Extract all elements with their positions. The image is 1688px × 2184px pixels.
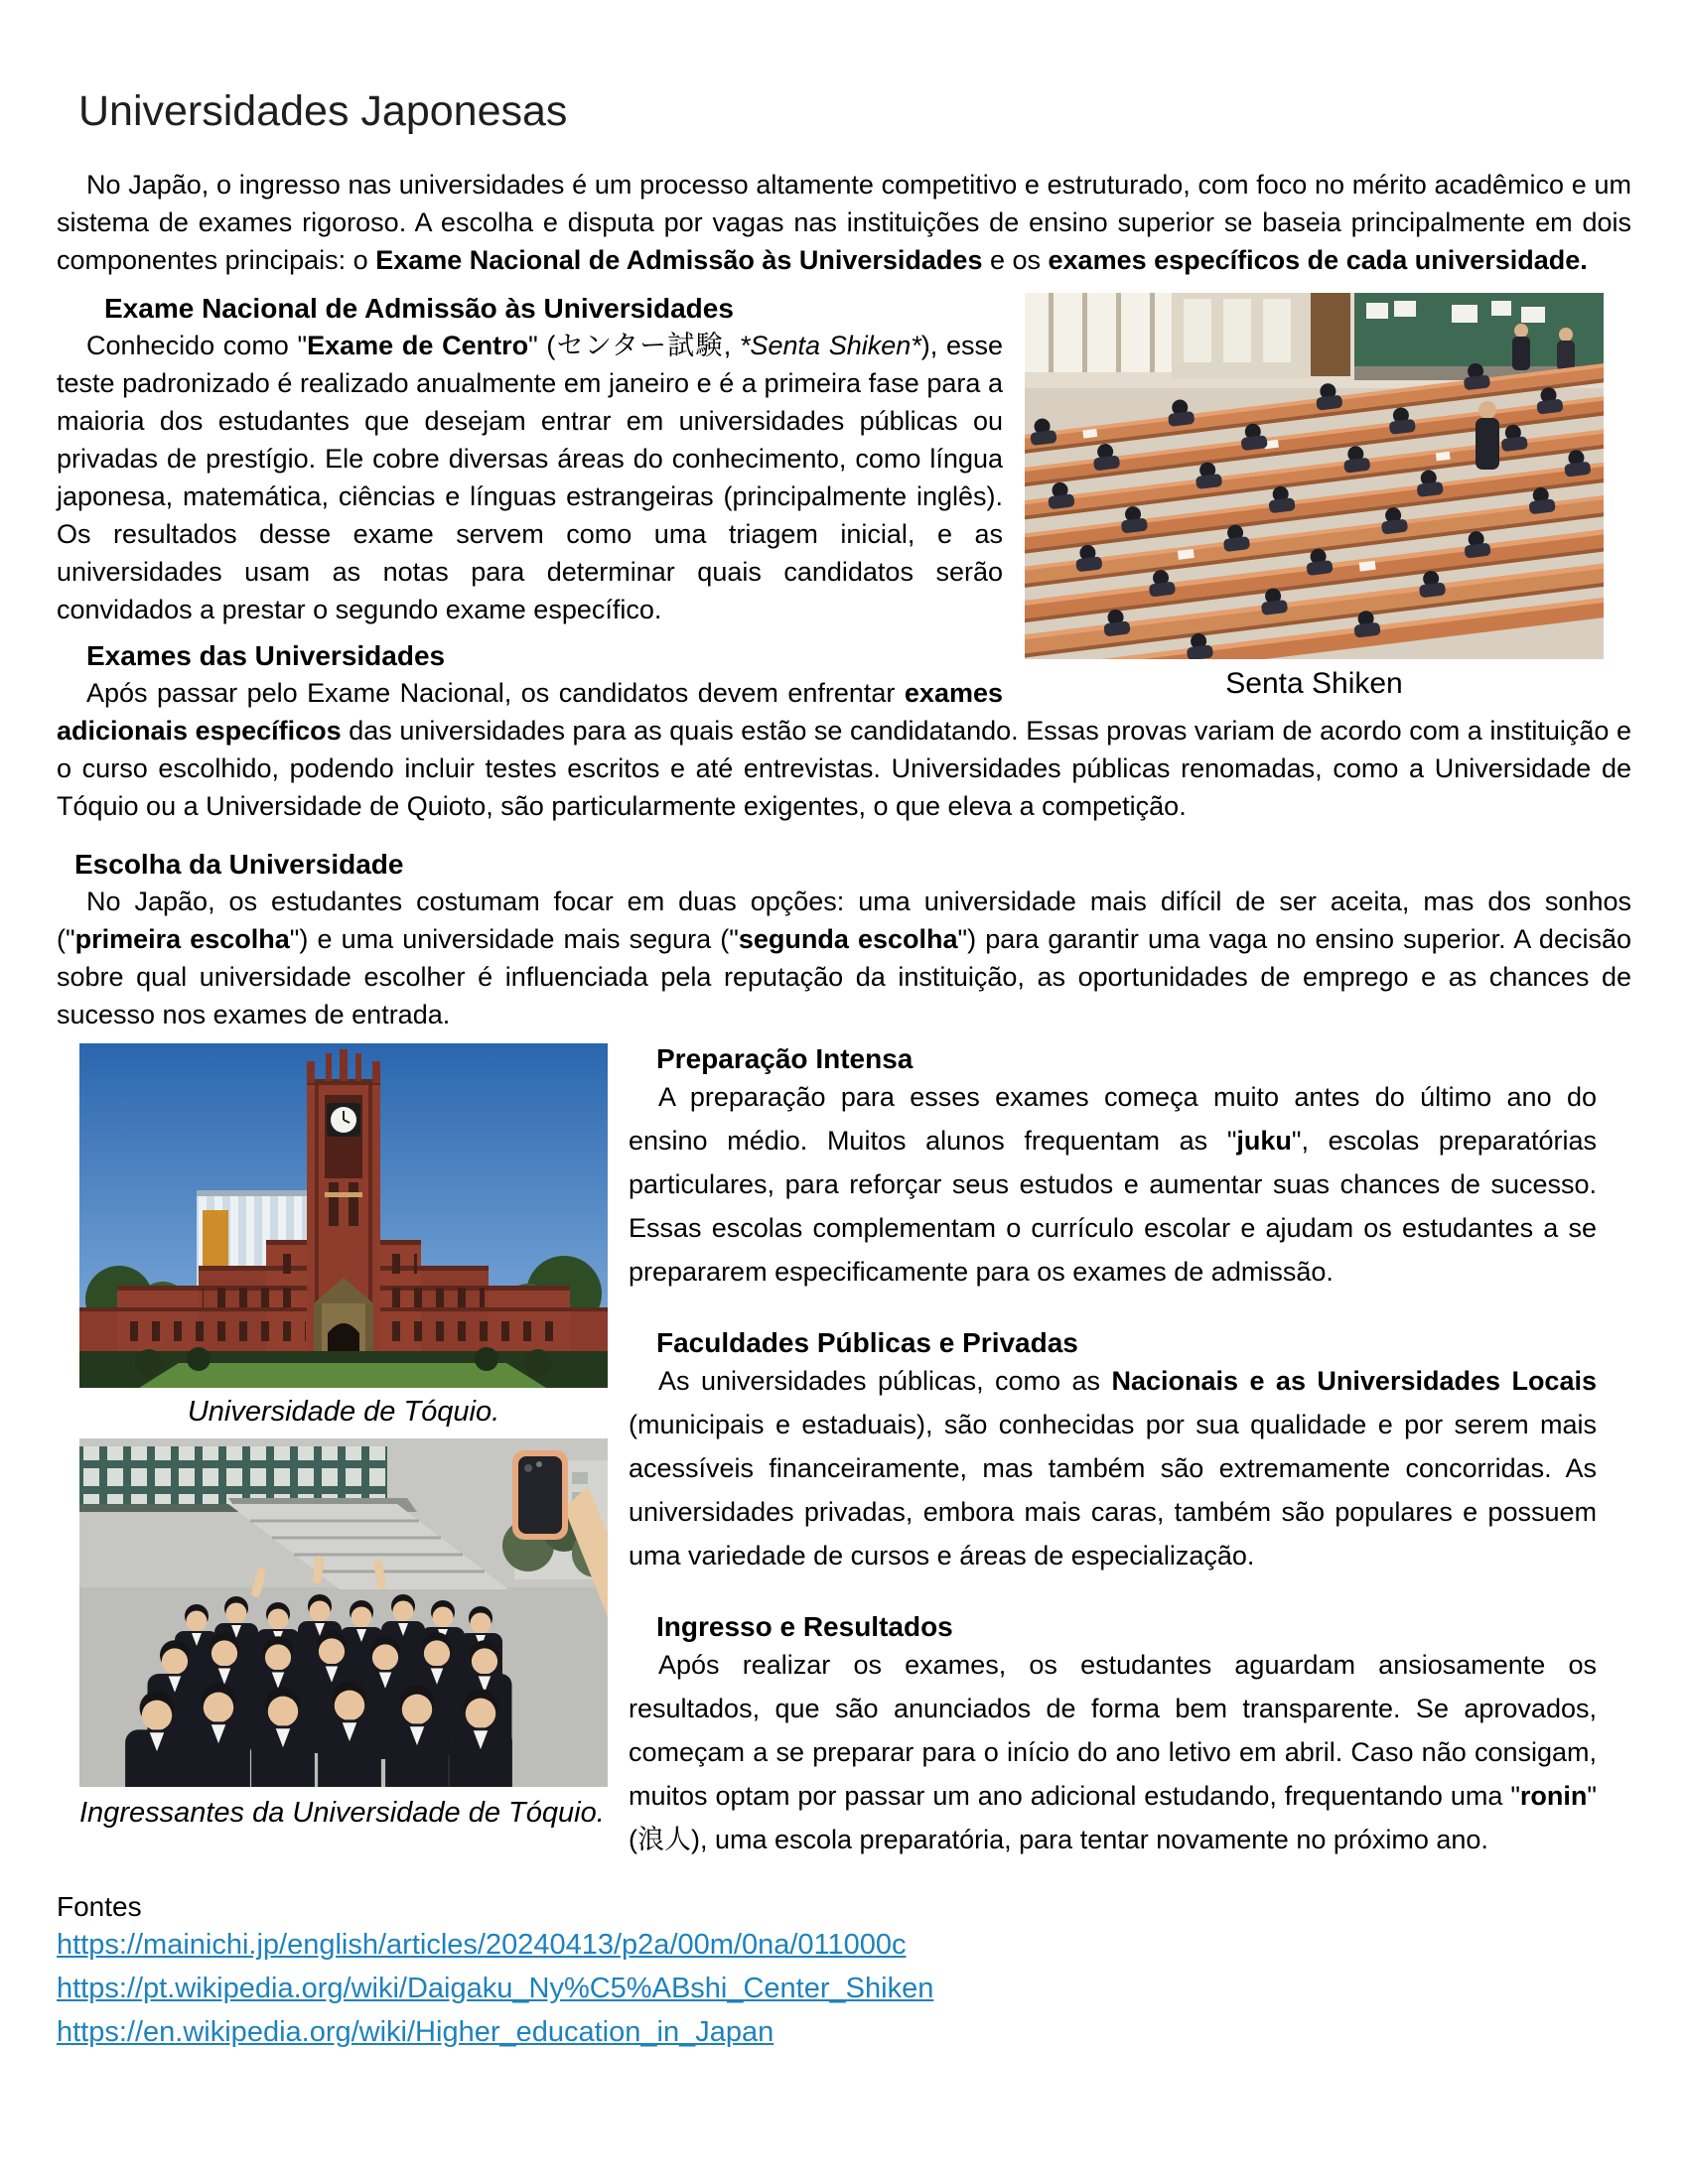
students-selfie-photo (79, 1438, 608, 1830)
source-link-mainichi[interactable]: https://mainichi.jp/english/articles/20240413/p2a/00m/0na/011000c (57, 1929, 907, 1961)
senta-shiken-caption: Senta Shiken (1225, 667, 1403, 700)
students-selfie-illustration (79, 1438, 608, 1787)
heading-preparacao: Preparação Intensa (656, 1043, 914, 1074)
heading-faculdades: Faculdades Públicas e Privadas (656, 1327, 1078, 1358)
paragraph-faculdades: As universidades públicas, como as Nacionais e as Universidades Locais (municipais e estaduais), são conhecidas por sua qualidade e por serem mais acessíveis financeiramente, mas também são extremamente concorridas. As universidades privadas, embora mais caras, também são populares e possuem uma variedade de cursos e áreas de especialização. (629, 1366, 1597, 1570)
section-ingresso (629, 1611, 1597, 1861)
left-image-column (57, 1043, 608, 1861)
source-link-enwikipedia[interactable]: https://en.wikipedia.org/wiki/Higher_education_in_Japan (57, 2016, 774, 2048)
heading-ingresso: Ingresso e Resultados (656, 1611, 953, 1642)
two-column-area (57, 1043, 1631, 1861)
paragraph-escolha: No Japão, os estudantes costumam focar em duas opções: uma universidade mais difícil de ser aceita, mas dos sonhos ("primeira escolha") e uma universidade mais segura ("segunda escolha") para garantir uma vaga no ensino superior. A decisão sobre qual universidade escolher é influenciada pela reputação da instituição, as oportunidades de emprego e as chances de sucesso nos exames de entrada. (57, 887, 1631, 1029)
exam-hall-illustration (1025, 293, 1604, 659)
section-preparacao (629, 1043, 1597, 1294)
section-faculdades (629, 1327, 1597, 1577)
tokyo-university-illustration (79, 1043, 608, 1388)
sources-section (57, 1891, 1631, 2054)
section-escolha (57, 849, 1631, 1033)
heading-exame-nacional: Exame Nacional de Admissão às Universidades (104, 293, 734, 324)
sources-label: Fontes (57, 1891, 142, 1922)
senta-shiken-exam-hall-photo (1025, 293, 1604, 701)
source-link-ptwikipedia[interactable]: https://pt.wikipedia.org/wiki/Daigaku_Ny%C5%ABshi_Center_Shiken (57, 1973, 934, 2004)
paragraph-preparacao: A preparação para esses exames começa muito antes do último ano do ensino médio. Muitos alunos frequentam as "juku", escolas preparatórias particulares, para reforçar seus estudos e aumentar suas chances de sucesso. Essas escolas complementam o currículo escolar e ajudam os estudantes a se prepararem especificamente para os exames de admissão. (629, 1082, 1597, 1287)
paragraph-exames-universidades: Após passar pelo Exame Nacional, os candidatos devem enfrentar exames adicionais específicos das universidades para as quais estão se candidatando. Essas provas variam de acordo com a instituição e o curso escolhido, podendo incluir testes escritos e até entrevistas. Universidades públicas renomadas, como a Universidade de Tóquio ou a Universidade de Quioto, são particularmente exigentes, o que eleva a competição. (57, 678, 1631, 821)
intro-paragraph: No Japão, o ingresso nas universidades é um processo altamente competitivo e estruturado, com foco no mérito acadêmico e um sistema de exames rigoroso. A escolha e disputa por vagas nas instituições de ensino superior se baseia principalmente em dois componentes principais: o Exame Nacional de Admissão às Universidades e os exames específicos de cada universidade. (57, 170, 1631, 275)
heading-exames-universidades: Exames das Universidades (86, 640, 446, 671)
paragraph-ingresso: Após realizar os exames, os estudantes aguardam ansiosamente os resultados, que são anunciados de forma bem transparente. Se aprovados, começam a se preparar para o início do ano letivo em abril. Caso não consigam, muitos optam por passar um ano adicional estudando, frequentando uma "ronin" (浪人), uma escola preparatória, para tentar novamente no próximo ano. (629, 1650, 1597, 1854)
students-selfie-caption: Ingressantes da Universidade de Tóquio. (79, 1797, 605, 1829)
tokyo-university-photo (79, 1043, 608, 1429)
page-title: Universidades Japonesas (78, 87, 568, 135)
right-text-column (629, 1043, 1597, 1861)
heading-escolha: Escolha da Universidade (74, 849, 404, 880)
paragraph-exame-nacional: Conhecido como "Exame de Centro" (センター試験, *Senta Shiken*), esse teste padronizado é realizado anualmente em janeiro e é a primeira fase para a maioria dos estudantes que desejam entrar em universidades públicas ou privadas de prestígio. Ele cobre diversas áreas do conhecimento, como língua japonesa, matemática, ciências e línguas estrangeiras (principalmente inglês). Os resultados desse exame servem como uma triagem inicial, e as universidades usam as notas para determinar quais candidatos serão convidados a prestar o segundo exame específico. (57, 331, 1003, 624)
tokyo-university-caption: Universidade de Tóquio. (187, 1396, 500, 1428)
